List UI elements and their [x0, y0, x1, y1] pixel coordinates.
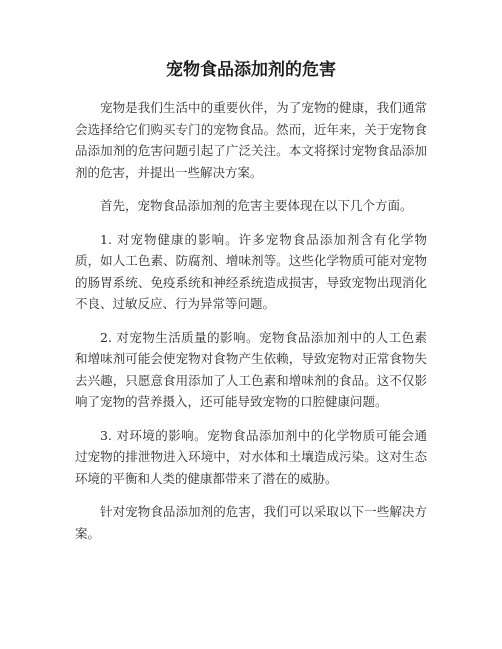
paragraph-point-1: 1. 对宠物健康的影响。许多宠物食品添加剂含有化学物质，如人工色素、防腐剂、增味剂等。这些化学物质可能对宠物的肠胃系统、免疫系统和神经系统造成损害，导致宠物出现消化不良、过敏反应、行为异常等问题。: [75, 231, 427, 311]
paragraph-intro: 宠物是我们生活中的重要伙伴，为了宠物的健康，我们通常会选择给它们购买专门的宠物食品。然而，近年来，关于宠物食品添加剂的危害问题引起了广泛关注。本文将探讨宠物食品添加剂的危害，并提出一些解决方案。: [75, 100, 427, 180]
paragraph-first: 首先，宠物食品添加剂的危害主要体现在以下几个方面。: [100, 198, 413, 213]
paragraph-point-3: 3. 对环境的影响。宠物食品添加剂中的化学物质可能会通过宠物的排泄物进入环境中，对水体和土壤造成污染。这对生态环境的平衡和人类的健康都带来了潜在的威胁。: [75, 427, 427, 486]
paragraph-solutions: 针对宠物食品添加剂的危害，我们可以采取以下一些解决方案。: [75, 504, 427, 541]
document-title: 宠物食品添加剂的危害: [166, 60, 336, 80]
document-body: [75, 97, 427, 556]
paragraph-point-2: 2. 对宠物生活质量的影响。宠物食品添加剂中的人工色素和增味剂可能会使宠物对食物产生依赖，导致宠物对正常食物失去兴趣，只愿意食用添加了人工色素和增味剂的食品。这不仅影响了宠物的营养摄入，还可能导致宠物的口腔健康问题。: [75, 329, 427, 409]
